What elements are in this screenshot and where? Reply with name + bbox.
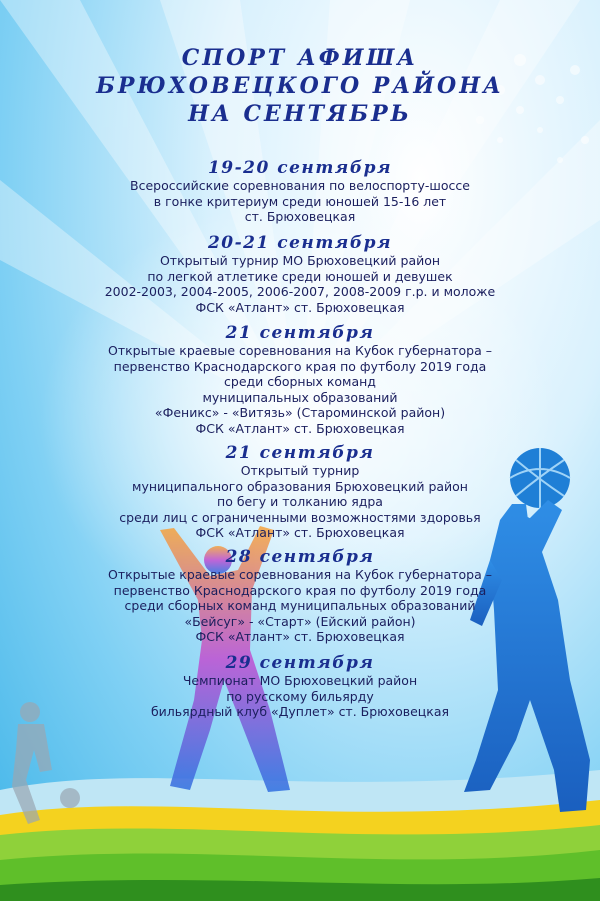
title-line-3: НА СЕНТЯБРЬ (188, 101, 412, 127)
event-date: 20-21 сентября (207, 233, 393, 253)
event-block (20, 158, 580, 225)
title-line-2: БРЮХОВЕЦКОГО РАЙОНА (96, 73, 504, 99)
event-line: по бегу и толканию ядра (217, 494, 383, 509)
event-date: 28 сентября (225, 547, 375, 567)
event-line: по легкой атлетике среди юношей и девушек (147, 268, 453, 284)
event-line: «Бейсуг» - «Старт» (Ейский район) (184, 613, 416, 629)
event-date: 19-20 сентября (207, 158, 393, 178)
event-date: 29 сентября (225, 653, 375, 673)
event-line: среди сборных команд (224, 374, 376, 389)
player-silhouette-left (0, 700, 110, 840)
event-line: 2002-2003, 2004-2005, 2006-2007, 2008-2009 г.р. и моложе (104, 284, 496, 299)
event-line: муниципальных образований (202, 389, 398, 405)
event-block (20, 323, 580, 436)
event-line: ФСК «Атлант» ст. Брюховецкая (195, 299, 405, 315)
event-line: в гонке критериум среди юношей 15-16 лет (153, 193, 447, 209)
event-line: муниципального образования Брюховецкий район (132, 478, 468, 494)
event-line: ст. Брюховецкая (244, 209, 356, 224)
event-line: первенство Краснодарского края по футболу 2019 года (113, 582, 487, 598)
event-line: по русскому бильярду (226, 688, 374, 704)
title-line-1: СПОРТ АФИША (181, 45, 419, 71)
event-line: Открытые краевые соревнования на Кубок губернатора – (107, 343, 492, 358)
event-block (20, 547, 580, 645)
event-line: Открытые краевые соревнования на Кубок губернатора – (107, 567, 492, 582)
event-line: среди сборных команд муниципальных образований (124, 598, 476, 613)
event-line: бильярдный клуб «Дуплет» ст. Брюховецкая (150, 704, 450, 719)
event-line: Открытый турнир МО Брюховецкий район (159, 253, 441, 268)
event-line: Открытый турнир (240, 463, 360, 478)
poster-title (0, 44, 600, 128)
event-line: ФСК «Атлант» ст. Брюховецкая (195, 629, 405, 644)
event-line: ФСК «Атлант» ст. Брюховецкая (195, 525, 405, 540)
event-block (20, 233, 580, 315)
event-date: 21 сентября (225, 323, 375, 343)
event-line: Чемпионат МО Брюховецкий район (182, 673, 418, 688)
event-line: первенство Краснодарского края по футболу 2019 года (113, 358, 487, 374)
event-line: Всероссийские соревнования по велоспорту-шоссе (130, 178, 470, 193)
event-line: «Феникс» - «Витязь» (Староминской район) (154, 405, 446, 420)
event-line: ФСК «Атлант» ст. Брюховецкая (195, 420, 405, 436)
event-line: среди лиц с ограниченными возможностями здоровья (119, 509, 481, 525)
event-date: 21 сентября (225, 443, 375, 463)
event-block (20, 653, 580, 720)
event-block (20, 443, 580, 541)
